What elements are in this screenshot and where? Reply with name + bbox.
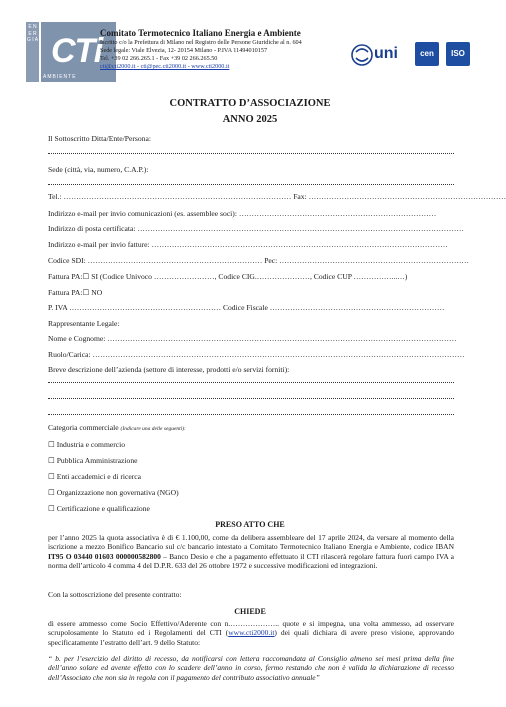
field-ruolo: Ruolo/Carica: ………………………………………………………………………………………………………………………………… — [48, 350, 465, 359]
category-option[interactable]: ☐ Industria e commercio — [48, 440, 126, 449]
field-fattura-pa-no: Fattura PA:☐ NO — [48, 288, 103, 297]
field-email-fatture: Indirizzo e-mail per invio fatture: ……………………………………………………………………………………………………… — [48, 240, 448, 249]
org-address: Sede legale: Viale Elvezia, 12- 20154 Milano - P.IVA 11494010157 — [100, 47, 268, 54]
iban-code: IT95 O 03440 01603 000000582800 — [48, 551, 161, 561]
cen-logo-text: cen — [420, 49, 434, 58]
org-registration: Iscritto c/o la Prefettura di Milano nel Registro delle Persone Giuridiche al n. 604 — [100, 39, 302, 46]
category-heading — [48, 423, 454, 434]
fill-line[interactable] — [48, 183, 454, 185]
org-phone: Tel. +39 02 266.265.1 - Fax +39 02 266.265.50 — [100, 55, 218, 62]
fill-line[interactable] — [48, 152, 454, 154]
chiede-text-2: ) dei quali dichiara di avere preso visione, approvando specificatamente l’estratto dell’art. 9 dello Statuto: — [48, 628, 454, 647]
energia-strip-text: E N E R G I A — [26, 24, 39, 43]
cti-logo-text: CTi — [51, 32, 103, 70]
field-sede: Sede (città, via, numero, C.A.P.): — [48, 165, 149, 174]
statuto-quote: “ b. per l’esercizio del diritto di recesso, da notificarsi con lettera raccomandata al Consiglio almeno sei mesi prima della fine dell’anno solare ed avente effetto con lo scadere dell’anno in corso, fermo restando che non è valida la dichiarazione di recesso dell’Associato che non sia in regola con il pagamento del contributo associativo annuale” — [48, 654, 454, 682]
cti-website-link[interactable]: www.cti2000.it — [228, 628, 275, 638]
chiede-paragraph — [48, 619, 454, 647]
certification-logos — [351, 42, 476, 68]
field-fattura-pa-si: Fattura PA:☐ SI (Codice Univoco ……………………, Codice CIG.…………………, Codice CUP ……………...…) — [48, 272, 408, 281]
document-year: ANNO 2025 — [222, 114, 278, 125]
uni-mark-icon — [351, 44, 373, 66]
preso-atto-heading: PRESO ATTO CHE — [215, 520, 285, 529]
cen-logo — [415, 42, 439, 66]
category-option[interactable]: ☐ Pubblica Amministrazione — [48, 456, 138, 465]
field-piva-cf: P. IVA …………………………………………………… Codice Fiscale …………………………………………………………… — [48, 303, 445, 312]
letterhead — [26, 22, 474, 92]
category-hint: (Indicare una delle seguenti): — [120, 426, 186, 432]
field-sdi-pec: Codice SDI: …………………………………………………………… Pec: ………………………………………………………………… — [48, 256, 470, 265]
field-pec: Indirizzo di posta certificata: ………………………………………………………………………………………………………………… — [48, 224, 464, 233]
category-label: Categoria commerciale — [48, 423, 119, 432]
field-sottoscritto: Il Sottoscritto Ditta/Ente/Persona: — [48, 134, 151, 143]
preso-atto-paragraph — [48, 533, 454, 570]
fill-line[interactable] — [48, 413, 454, 415]
energia-strip — [26, 22, 39, 82]
category-option[interactable]: ☐ Certificazione e qualificazione — [48, 504, 150, 513]
chiede-heading: CHIEDE — [234, 607, 266, 616]
preso-atto-text-1: per l’anno 2025 la quota associativa è di € 1.100,00, come da delibera assembleare del 17 aprile 2024, da versare al momento della iscrizione a mezzo Bonifico Bancario sul c/c bancario intestato a Comitato Termotecnico Italiano Energia e Ambiente, codice IBAN — [48, 533, 454, 552]
category-option[interactable]: ☐ Organizzazione non governativa (NGO) — [48, 488, 179, 497]
field-email-comunicazioni: Indirizzo e-mail per invio comunicazioni (es. assemblee soci): …………………………………………………………………… — [48, 209, 437, 218]
category-option[interactable]: ☐ Enti accademici e di ricerca — [48, 472, 142, 481]
org-info — [100, 28, 370, 71]
uni-logo — [351, 44, 409, 66]
fill-line[interactable] — [48, 397, 454, 399]
field-descrizione: Breve descrizione dell’azienda (settore di interesse, prodotti e/o servizi forniti): — [48, 365, 290, 374]
field-tel-fax: Tel.: ……………………………………………………………………………… Fax: …………………………………………………………………… — [48, 192, 506, 201]
field-nome-cognome: Nome e Cognome: ………………………………………………………………………………………………………………………… — [48, 334, 457, 343]
chiede-text-1: di essere ammesso come Socio Effettivo/Aderente con n.……………….. quote e si impegna, una volta ammesso, ad osservare scrupolosamente lo Statuto ed i Regolamenti del CTI ( — [48, 619, 454, 638]
document-title: CONTRATTO D’ASSOCIAZIONE — [169, 98, 331, 109]
preso-atto-text-2: – Banco Desio e che a pagamento effettuato il CTI rilascerà regolare fattura fuori campo IVA a norma dell’articolo 4 comma 4 del D.P.R. 633 del 26 ottobre 1972 e successive modificazioni ed integrazioni. — [48, 551, 454, 570]
org-name: Comitato Termotecnico Italiano Energia e Ambiente — [100, 28, 301, 38]
uni-logo-text: uni — [374, 45, 398, 62]
iso-logo — [446, 42, 470, 66]
iso-logo-text: ISO — [451, 49, 465, 58]
sottoscrizione-line: Con la sottoscrizione del presente contratto: — [48, 590, 182, 599]
field-rappresentante: Rappresentante Legale: — [48, 319, 120, 328]
org-emails[interactable]: cti@cti2000.it - cti@pec.cti2000.it - www.cti2000.it — [100, 63, 230, 70]
fill-line[interactable] — [48, 381, 454, 383]
cti-logo-bottom: AMBIENTE — [43, 74, 77, 80]
